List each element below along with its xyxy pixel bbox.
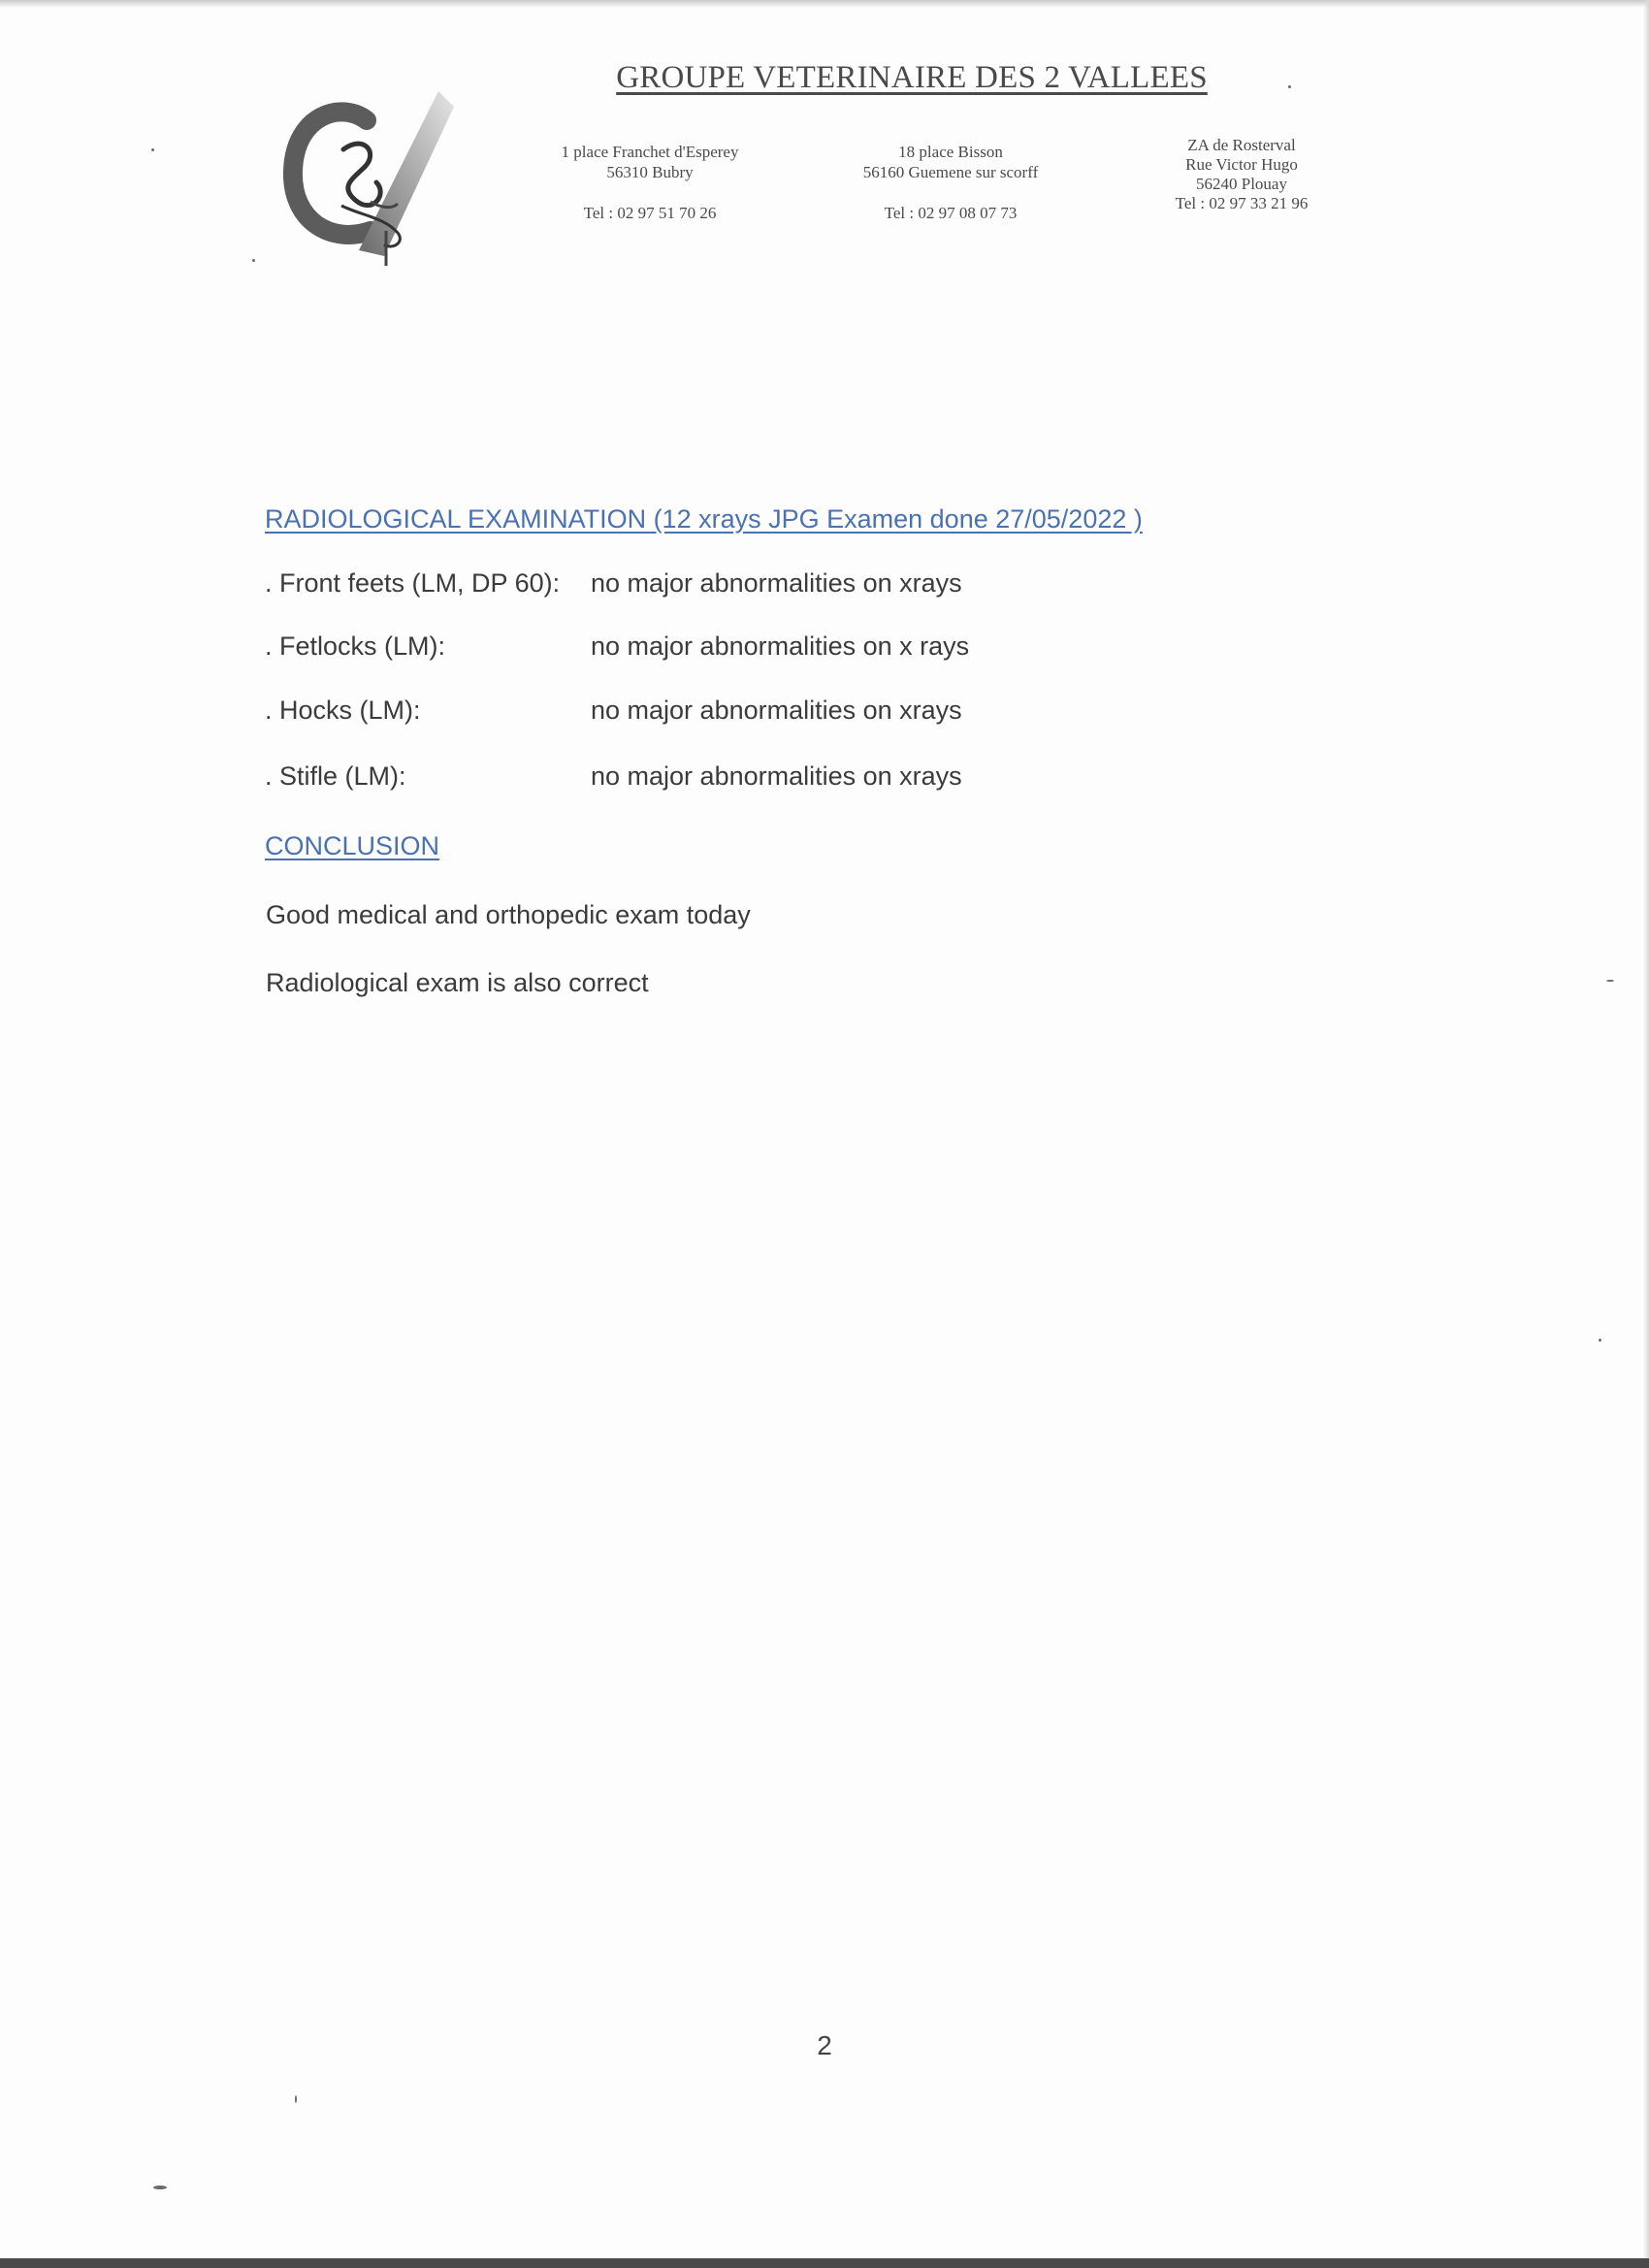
- address-block: [1106, 136, 1377, 213]
- page-number: 2: [817, 2030, 832, 2060]
- conclusion-line: Good medical and orthopedic exam today: [266, 900, 751, 929]
- scan-bottom-edge: [0, 2258, 1649, 2268]
- exam-label: . Fetlocks (LM):: [265, 632, 446, 661]
- phone-number: Tel : 02 97 33 21 96: [1175, 194, 1309, 212]
- scan-speck: [252, 259, 255, 262]
- exam-label: . Front feets (LM, DP 60):: [265, 568, 561, 598]
- radiology-heading: RADIOLOGICAL EXAMINATION (12 xrays JPG Examen done 27/05/2022 ): [265, 504, 1143, 534]
- exam-result: no major abnormalities on xrays: [591, 761, 962, 791]
- exam-row: [265, 632, 1332, 670]
- address-block: [514, 142, 786, 223]
- address-line: Rue Victor Hugo: [1185, 155, 1298, 174]
- org-name: GROUPE VETERINAIRE DES 2 VALLEES: [616, 60, 1208, 95]
- exam-label: . Stifle (LM):: [265, 761, 406, 791]
- exam-row: [265, 761, 1332, 800]
- conclusion-heading: CONCLUSION: [265, 831, 440, 860]
- exam-result: no major abnormalities on xrays: [591, 568, 962, 598]
- address-line: 56310 Bubry: [606, 163, 694, 181]
- address-block: [815, 142, 1086, 223]
- scan-speck: [295, 2095, 297, 2103]
- scan-speck: [151, 148, 154, 151]
- scan-speck: [153, 2186, 167, 2189]
- exam-result: no major abnormalities on xrays: [591, 696, 962, 725]
- phone-number: Tel : 02 97 51 70 26: [583, 204, 717, 222]
- exam-row: [265, 696, 1332, 734]
- scan-top-edge: [0, 0, 1649, 8]
- address-line: ZA de Rosterval: [1187, 136, 1296, 154]
- gv2v-logo-icon: [283, 85, 477, 270]
- exam-row: [265, 568, 1332, 607]
- address-line: 56160 Guemene sur scorff: [862, 163, 1039, 181]
- scan-speck: [1599, 1339, 1601, 1342]
- scan-right-edge: [1643, 0, 1649, 2268]
- conclusion-line: Radiological exam is also correct: [266, 968, 649, 997]
- address-line: 56240 Plouay: [1196, 175, 1287, 193]
- address-line: 1 place Franchet d'Esperey: [561, 143, 739, 161]
- scan-speck: [1288, 85, 1291, 88]
- exam-result: no major abnormalities on x rays: [591, 632, 970, 661]
- phone-number: Tel : 02 97 08 07 73: [884, 204, 1018, 222]
- scan-speck: [1606, 980, 1614, 982]
- address-line: 18 place Bisson: [898, 143, 1003, 161]
- exam-label: . Hocks (LM):: [265, 696, 421, 725]
